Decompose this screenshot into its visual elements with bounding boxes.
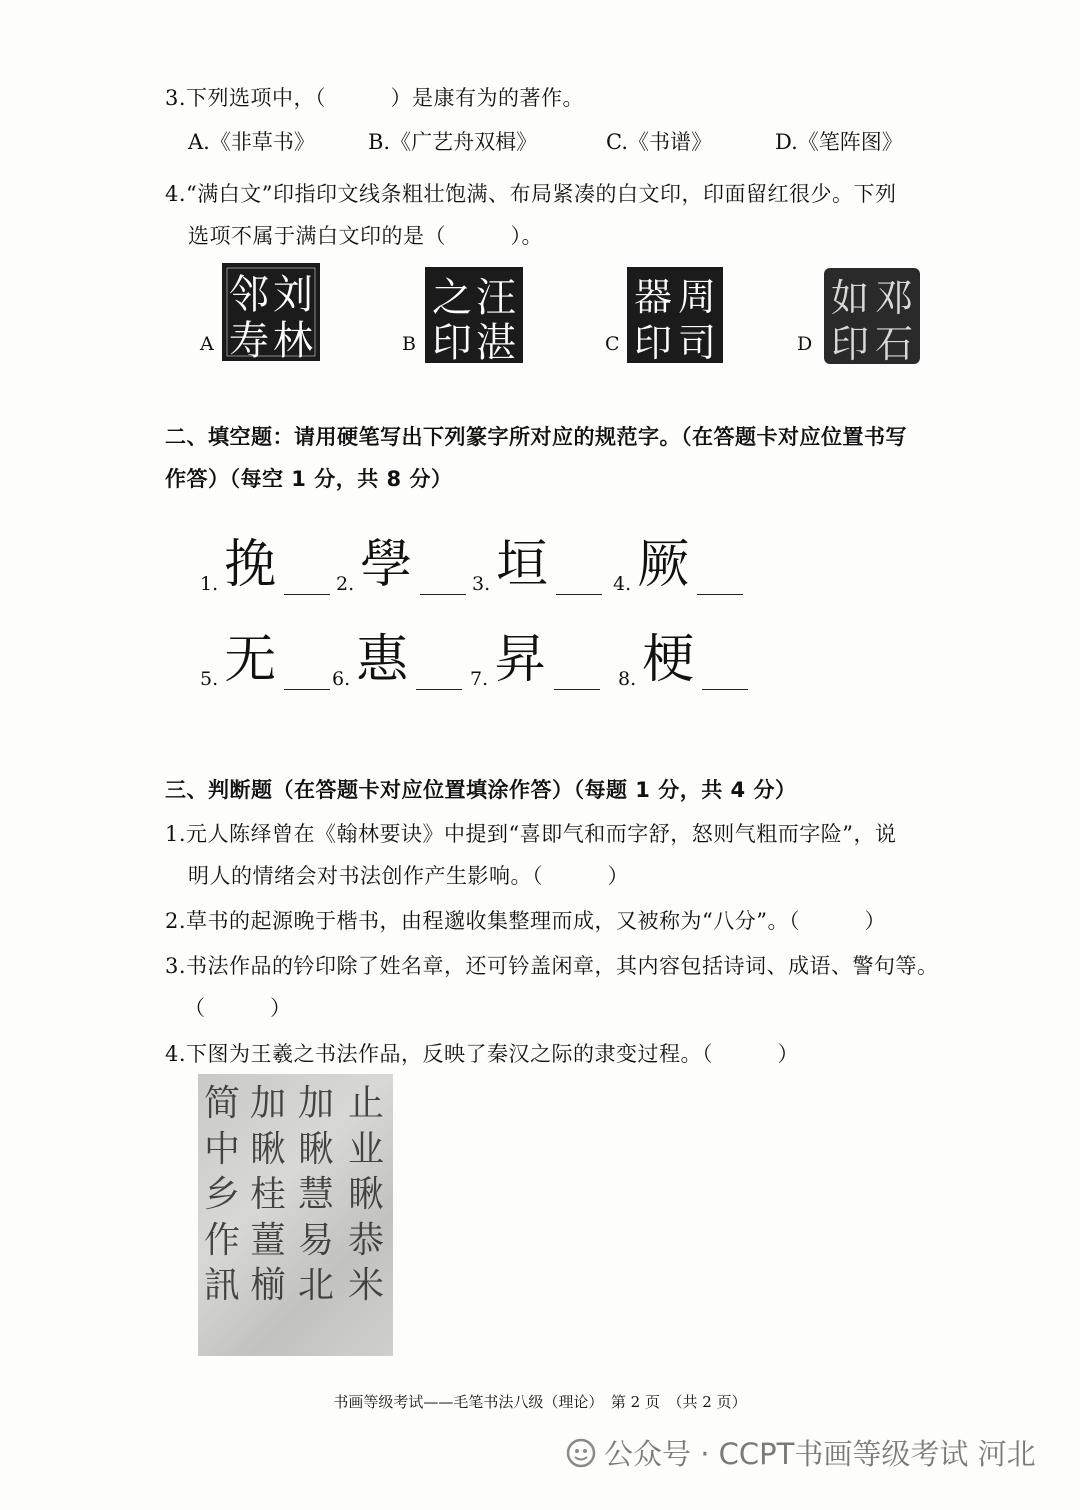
seal-d-char-4: 印: [831, 322, 870, 365]
seal-script-glyph: 惠: [356, 630, 409, 690]
seal-d-char-1: 邓: [875, 276, 914, 320]
seal-d-char-3: 如: [831, 276, 870, 320]
artwork-char: 止: [348, 1083, 385, 1124]
fill-item-number: 2.: [336, 573, 355, 595]
s3-q3-line2: （ ）: [184, 996, 292, 1020]
seal-label-d: D: [797, 333, 813, 355]
section2-title-line1: 二、填空题：请用硬笔写出下列篆字所对应的规范字。（在答题卡对应位置书写: [165, 425, 907, 449]
artwork-char: 乡: [204, 1174, 241, 1216]
calligraphy-artwork-image: [198, 1074, 393, 1356]
answer-blank: [554, 688, 600, 690]
s3-q4: 4.下图为王羲之书法作品，反映了秦汉之际的隶变过程。（ ）: [165, 1042, 800, 1066]
fill-item-number: 3.: [472, 573, 491, 595]
seal-a-image: [221, 262, 321, 362]
seal-a-char-4: 寿: [229, 318, 269, 362]
artwork-char: 业: [348, 1128, 385, 1170]
seal-script-glyph: 无: [224, 630, 277, 690]
artwork-char: 恭: [348, 1219, 385, 1261]
fill-item-number: 4.: [613, 573, 632, 595]
page-footer: 书画等级考试——毛笔书法八级（理论） 第 2 页 （共 2 页）: [333, 1393, 747, 1411]
seal-c-char-2: 司: [678, 321, 717, 364]
seal-c-char-1: 周: [678, 275, 717, 319]
seal-label-a: A: [200, 333, 214, 355]
artwork-char: 桂: [250, 1174, 287, 1216]
artwork-char: 瞅: [250, 1128, 287, 1170]
seal-b: [424, 266, 524, 364]
watermark-text: 公众号 · CCPT书画等级考试 河北: [604, 1437, 1036, 1471]
seal-script-glyph: 厥: [637, 535, 690, 595]
artwork-char: 瞅: [298, 1128, 335, 1170]
fill-item-3: [472, 535, 602, 595]
artwork-char: 椾: [250, 1265, 287, 1307]
q4-stem-line2: 选项不属于满白文印的是（ ）。: [188, 224, 543, 248]
artwork-char: 薑: [250, 1219, 287, 1261]
seal-script-glyph: 垣: [496, 535, 549, 595]
q3-option-b: B.《广艺舟双楫》: [368, 130, 538, 154]
seal-b-char-4: 印: [432, 320, 472, 364]
fill-item-number: 7.: [470, 668, 489, 690]
section2-title-line2: 作答）（每空 1 分，共 8 分）: [165, 467, 453, 491]
fill-item-number: 8.: [618, 668, 637, 690]
artwork-char: 米: [348, 1265, 385, 1307]
seal-c-char-3: 器: [634, 275, 673, 319]
seal-script-glyph: 學: [360, 535, 413, 595]
s3-q1-line1: 1.元人陈绎曾在《翰林要诀》中提到“喜即气和而字舒，怒则气粗而字险”，说: [165, 822, 897, 846]
seal-a-char-2: 林: [273, 318, 313, 362]
seal-a-char-1: 刘: [273, 272, 313, 318]
answer-blank: [284, 593, 330, 595]
seal-b-char-2: 湛: [476, 320, 516, 364]
artwork-char: 作: [204, 1219, 241, 1261]
seal-c-image: [626, 266, 724, 364]
seal-d-char-2: 石: [875, 322, 914, 365]
fill-item-5: [200, 630, 330, 690]
seal-d: [823, 267, 921, 365]
fill-item-8: [618, 630, 748, 690]
answer-blank: [420, 593, 466, 595]
fill-item-number: 5.: [200, 668, 219, 690]
answer-blank: [702, 688, 748, 690]
fill-item-4: [613, 535, 743, 595]
answer-blank: [284, 688, 330, 690]
q3-stem: 3.下列选项中，（ ）是康有为的著作。: [165, 86, 585, 110]
artwork-char: 訊: [204, 1265, 241, 1307]
artwork-char: 慧: [298, 1174, 335, 1216]
q3-option-c: C.《书谱》: [606, 130, 712, 154]
seal-b-char-3: 之: [432, 275, 472, 321]
fill-item-6: [332, 630, 462, 690]
fill-item-number: 1.: [200, 573, 219, 595]
q3-option-d: D.《笔阵图》: [775, 130, 903, 154]
answer-blank: [416, 688, 462, 690]
fill-item-number: 6.: [332, 668, 351, 690]
artwork-char: 北: [298, 1265, 335, 1307]
seal-d-image: [823, 267, 921, 365]
answer-blank: [556, 593, 602, 595]
wechat-official-account-icon: [566, 1438, 596, 1468]
seal-c-char-4: 印: [634, 321, 673, 364]
seal-script-glyph: 昇: [494, 630, 547, 690]
artwork-char: 瞅: [348, 1174, 385, 1216]
s3-q2: 2.草书的起源晚于楷书，由程邈收集整理而成，又被称为“八分”。（ ）: [165, 909, 887, 933]
artwork-char: 中: [204, 1128, 241, 1170]
answer-blank: [697, 593, 743, 595]
seal-script-glyph: 挽: [224, 535, 277, 595]
fill-item-1: [200, 535, 330, 595]
seal-script-glyph: 梗: [642, 630, 695, 690]
fill-item-2: [336, 535, 466, 595]
artwork-char: 易: [298, 1219, 335, 1261]
fill-item-7: [470, 630, 600, 690]
artwork-char: 简: [204, 1083, 241, 1124]
wechat-watermark: [566, 1432, 1036, 1473]
seal-a-char-3: 邻: [229, 272, 269, 318]
section3-title: 三、判断题（在答题卡对应位置填涂作答）（每题 1 分，共 4 分）: [165, 778, 797, 802]
q3-option-a: A.《非草书》: [188, 130, 315, 154]
seal-b-char-1: 汪: [476, 275, 516, 321]
artwork-char: 加: [298, 1083, 335, 1124]
seal-c: [626, 266, 724, 364]
artwork-char: 加: [250, 1083, 287, 1124]
s3-q3-line1: 3.书法作品的钤印除了姓名章，还可钤盖闲章，其内容包括诗词、成语、警句等。: [165, 954, 939, 978]
s3-q1-line2: 明人的情绪会对书法创作产生影响。（ ）: [188, 864, 629, 888]
seal-label-c: C: [605, 333, 620, 355]
seal-label-b: B: [402, 333, 416, 355]
q4-stem-line1: 4.“满白文”印指印文线条粗壮饱满、布局紧凑的白文印，印面留红很少。下列: [165, 182, 897, 206]
seal-b-image: [424, 266, 524, 364]
seal-a: [221, 262, 321, 362]
